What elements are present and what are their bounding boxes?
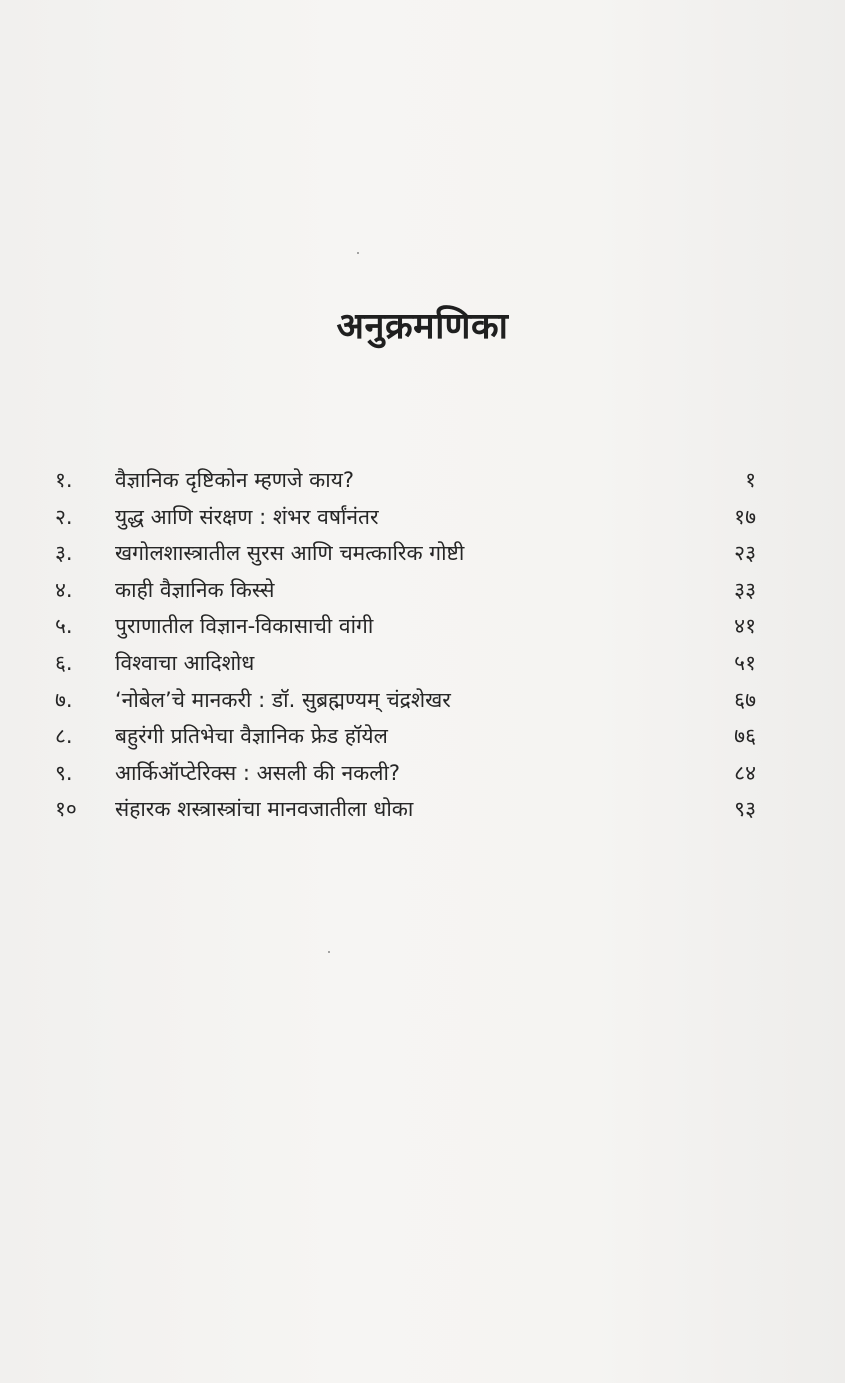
toc-entry-page: ४१ — [734, 614, 756, 639]
toc-entry-title: ‘नोबेल’चे मानकरी : डॉ. सुब्रह्मण्यम् चंद्रशेखर — [115, 687, 451, 712]
toc-entry-page: ५१ — [734, 650, 756, 675]
page-title: अनुक्रमणिका — [336, 306, 509, 347]
paper-speck — [357, 252, 359, 254]
toc-entry — [55, 791, 760, 828]
toc-entry-page: ७६ — [734, 724, 756, 749]
toc-entry-number: ६. — [55, 650, 73, 675]
toc-entry-title: आर्किऑप्टेरिक्स : असली की नकली? — [115, 760, 401, 785]
toc-entry-title: काही वैज्ञानिक किस्से — [115, 577, 275, 602]
toc-entry-page: १ — [745, 468, 756, 492]
table-of-contents — [55, 462, 760, 828]
toc-entry-page: १७ — [734, 504, 756, 529]
toc-entry-number: १० — [55, 797, 77, 822]
toc-entry-page: ३३ — [734, 577, 756, 602]
toc-entry-number: ५. — [55, 614, 73, 639]
toc-entry-title: युद्ध आणि संरक्षण : शंभर वर्षांनंतर — [115, 504, 379, 529]
toc-entry-page: ९३ — [734, 797, 756, 822]
toc-entry — [55, 499, 760, 536]
toc-entry-title: पुराणातील विज्ञान-विकासाची वांगी — [115, 614, 374, 639]
toc-entry-number: ८. — [55, 724, 73, 749]
paper-speck — [328, 951, 330, 953]
toc-entry-title: बहुरंगी प्रतिभेचा वैज्ञानिक फ्रेड हॉयेल — [115, 724, 388, 749]
toc-entry — [55, 572, 760, 609]
toc-entry-number: ३. — [55, 541, 73, 566]
toc-entry — [55, 608, 760, 645]
toc-entry-title: संहारक शस्त्रास्त्रांचा मानवजातीला धोका — [115, 797, 414, 822]
toc-entry-number: ९. — [55, 760, 73, 785]
toc-entry-title: खगोलशास्त्रातील सुरस आणि चमत्कारिक गोष्टी — [115, 541, 465, 566]
toc-entry-number: ७. — [55, 687, 73, 712]
toc-entry-number: १. — [55, 468, 73, 492]
toc-entry-page: ८४ — [734, 760, 756, 785]
toc-entry — [55, 645, 760, 682]
toc-entry-title: विश्वाचा आदिशोध — [115, 650, 255, 675]
toc-entry-page: २३ — [734, 541, 756, 566]
toc-entry-title: वैज्ञानिक दृष्टिकोन म्हणजे काय? — [115, 468, 355, 492]
toc-entry-page: ६७ — [734, 687, 756, 712]
toc-entry-number: २. — [55, 504, 73, 529]
toc-entry — [55, 462, 760, 499]
toc-entry-number: ४. — [55, 577, 73, 602]
toc-entry — [55, 718, 760, 755]
toc-entry — [55, 682, 760, 719]
toc-entry — [55, 755, 760, 792]
toc-entry — [55, 535, 760, 572]
